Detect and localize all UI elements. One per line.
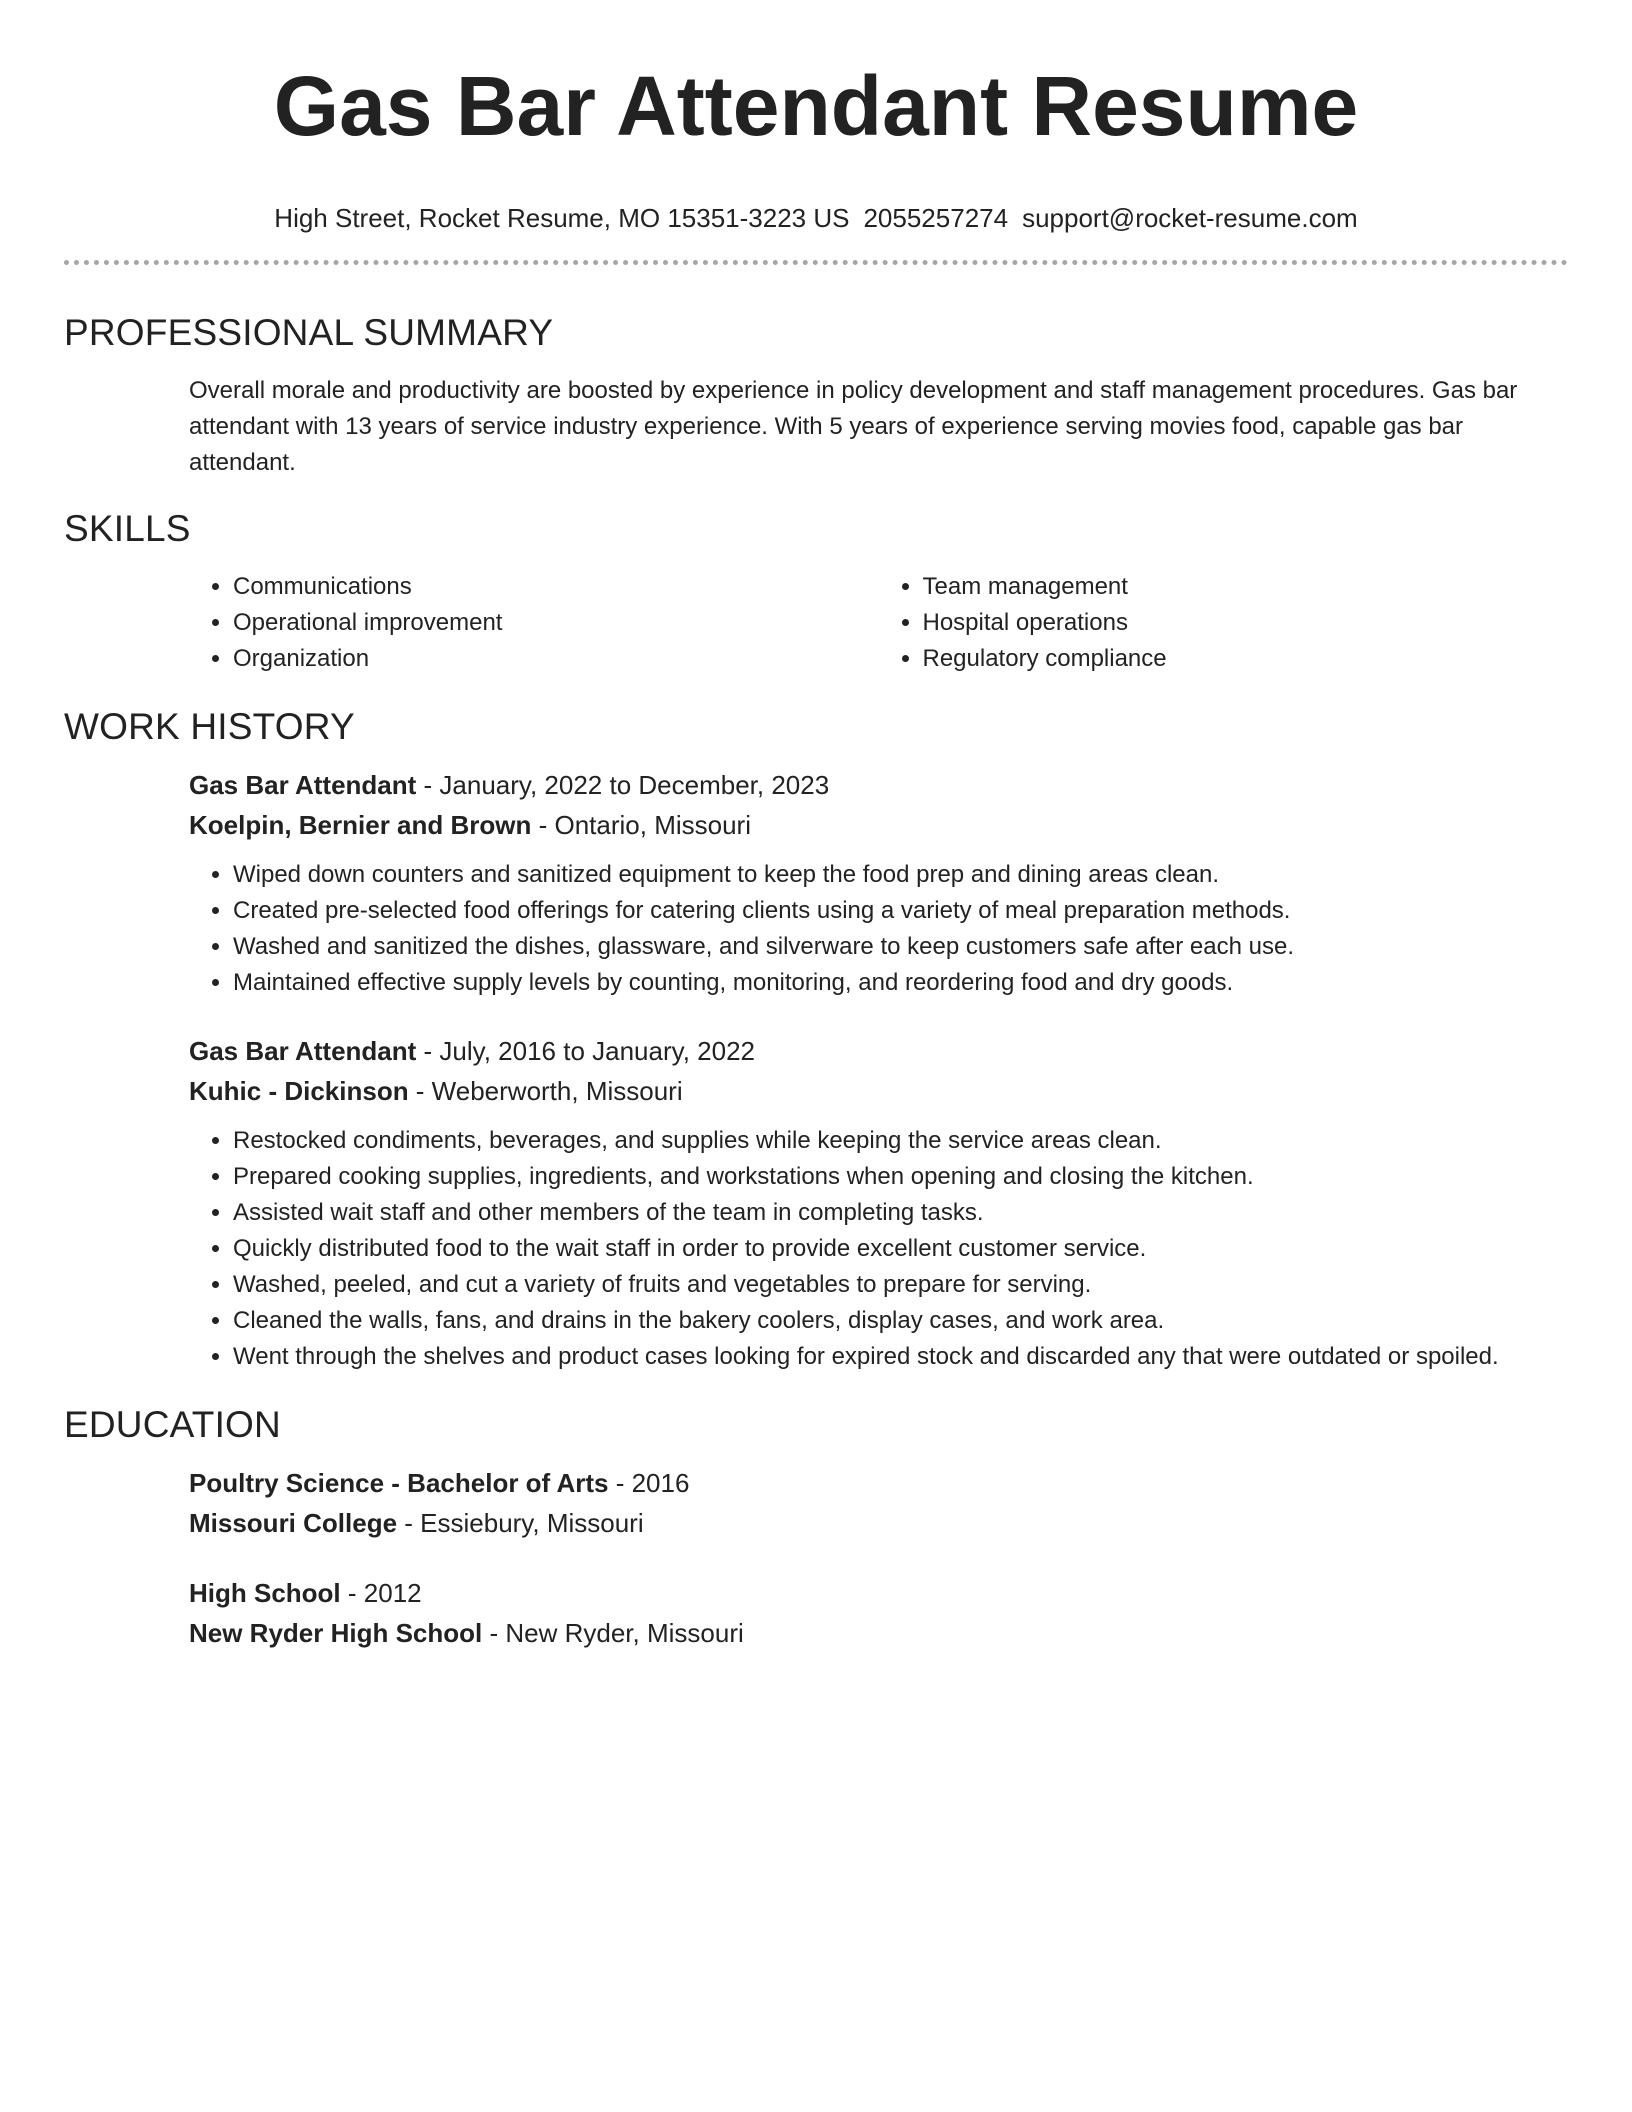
list-item: • Prepared cooking supplies, ingredients, and workstations when opening and closing the kitchen. xyxy=(233,1159,1568,1195)
contact-line xyxy=(64,202,1568,234)
contact-address: High Street, Rocket Resume, MO 15351-3223 US xyxy=(274,203,850,233)
job-title-line xyxy=(189,1031,1568,1071)
education-school: Missouri College xyxy=(189,1508,398,1538)
education-degree-line xyxy=(189,1463,1568,1503)
job-role: Gas Bar Attendant xyxy=(189,770,417,800)
contact-email: support@rocket-resume.com xyxy=(1022,203,1358,233)
education-entry xyxy=(189,1463,1568,1543)
list-item: • Quickly distributed food to the wait staff in order to provide excellent customer service. xyxy=(233,1231,1568,1267)
job-location: - Ontario, Missouri xyxy=(531,810,751,840)
list-item: • Assisted wait staff and other members of the team in completing tasks. xyxy=(233,1195,1568,1231)
work-title: WORK HISTORY xyxy=(64,706,355,747)
education-section xyxy=(64,1403,1568,1653)
summary-section xyxy=(64,311,1568,481)
education-school-line xyxy=(189,1503,1568,1543)
list-item: • Went through the shelves and product cases looking for expired stock and discarded any that were outdated or spoiled. xyxy=(233,1339,1568,1375)
skill-item: • Operational improvement xyxy=(233,605,879,641)
list-item: • Maintained effective supply levels by counting, monitoring, and reordering food and dry goods. xyxy=(233,965,1568,1001)
skill-item: • Team management xyxy=(923,569,1569,605)
skills-section xyxy=(64,507,1568,677)
header-divider xyxy=(64,260,1568,265)
job-entry xyxy=(189,765,1568,1001)
job-role: Gas Bar Attendant xyxy=(189,1036,417,1066)
job-title-line xyxy=(189,765,1568,805)
job-dates: - July, 2016 to January, 2022 xyxy=(416,1036,755,1066)
summary-body xyxy=(189,373,1568,481)
summary-title: PROFESSIONAL SUMMARY xyxy=(64,312,554,353)
skill-item: • Regulatory compliance xyxy=(923,641,1569,677)
skills-column-left xyxy=(189,569,879,677)
contact-phone: 2055257274 xyxy=(863,203,1009,233)
job-dates: - January, 2022 to December, 2023 xyxy=(416,770,830,800)
list-item: • Restocked condiments, beverages, and supplies while keeping the service areas clean. xyxy=(233,1123,1568,1159)
skill-item: • Communications xyxy=(233,569,879,605)
job-bullets xyxy=(189,1123,1568,1375)
education-school: New Ryder High School xyxy=(189,1618,483,1648)
education-year: - 2012 xyxy=(340,1578,422,1608)
job-entry xyxy=(189,1031,1568,1375)
skills-title: SKILLS xyxy=(64,508,191,549)
skill-item: • Hospital operations xyxy=(923,605,1569,641)
page-title: Gas Bar Attendant Resume xyxy=(273,59,1359,153)
list-item: • Wiped down counters and sanitized equipment to keep the food prep and dining areas clean. xyxy=(233,857,1568,893)
summary-text: Overall morale and productivity are boosted by experience in policy development and staff management procedures. Gas bar attendant with 13 years of service industry experience. With 5 years of experience serving movies food, capable gas bar attendant. xyxy=(189,377,1518,476)
education-location: - New Ryder, Missouri xyxy=(482,1618,744,1648)
job-company-line xyxy=(189,805,1568,845)
skill-item: • Organization xyxy=(233,641,879,677)
list-item: • Created pre-selected food offerings for catering clients using a variety of meal preparation methods. xyxy=(233,893,1568,929)
job-company: Koelpin, Bernier and Brown xyxy=(189,810,532,840)
list-item: • Washed and sanitized the dishes, glassware, and silverware to keep customers safe after each use. xyxy=(233,929,1568,965)
list-item: • Cleaned the walls, fans, and drains in the bakery coolers, display cases, and work area. xyxy=(233,1303,1568,1339)
job-bullets xyxy=(189,857,1568,1001)
list-item: • Washed, peeled, and cut a variety of fruits and vegetables to prepare for serving. xyxy=(233,1267,1568,1303)
work-section xyxy=(64,705,1568,1375)
skills-column-right xyxy=(879,569,1569,677)
education-title: EDUCATION xyxy=(64,1404,281,1445)
skills-list xyxy=(189,569,1568,677)
job-company: Kuhic - Dickinson xyxy=(189,1076,409,1106)
education-degree: High School xyxy=(189,1578,341,1608)
education-entry xyxy=(189,1573,1568,1653)
resume-header xyxy=(64,58,1568,265)
education-degree: Poultry Science - Bachelor of Arts xyxy=(189,1468,609,1498)
job-company-line xyxy=(189,1071,1568,1111)
job-location: - Weberworth, Missouri xyxy=(408,1076,683,1106)
education-school-line xyxy=(189,1613,1568,1653)
education-degree-line xyxy=(189,1573,1568,1613)
education-year: - 2016 xyxy=(608,1468,690,1498)
education-location: - Essiebury, Missouri xyxy=(397,1508,644,1538)
